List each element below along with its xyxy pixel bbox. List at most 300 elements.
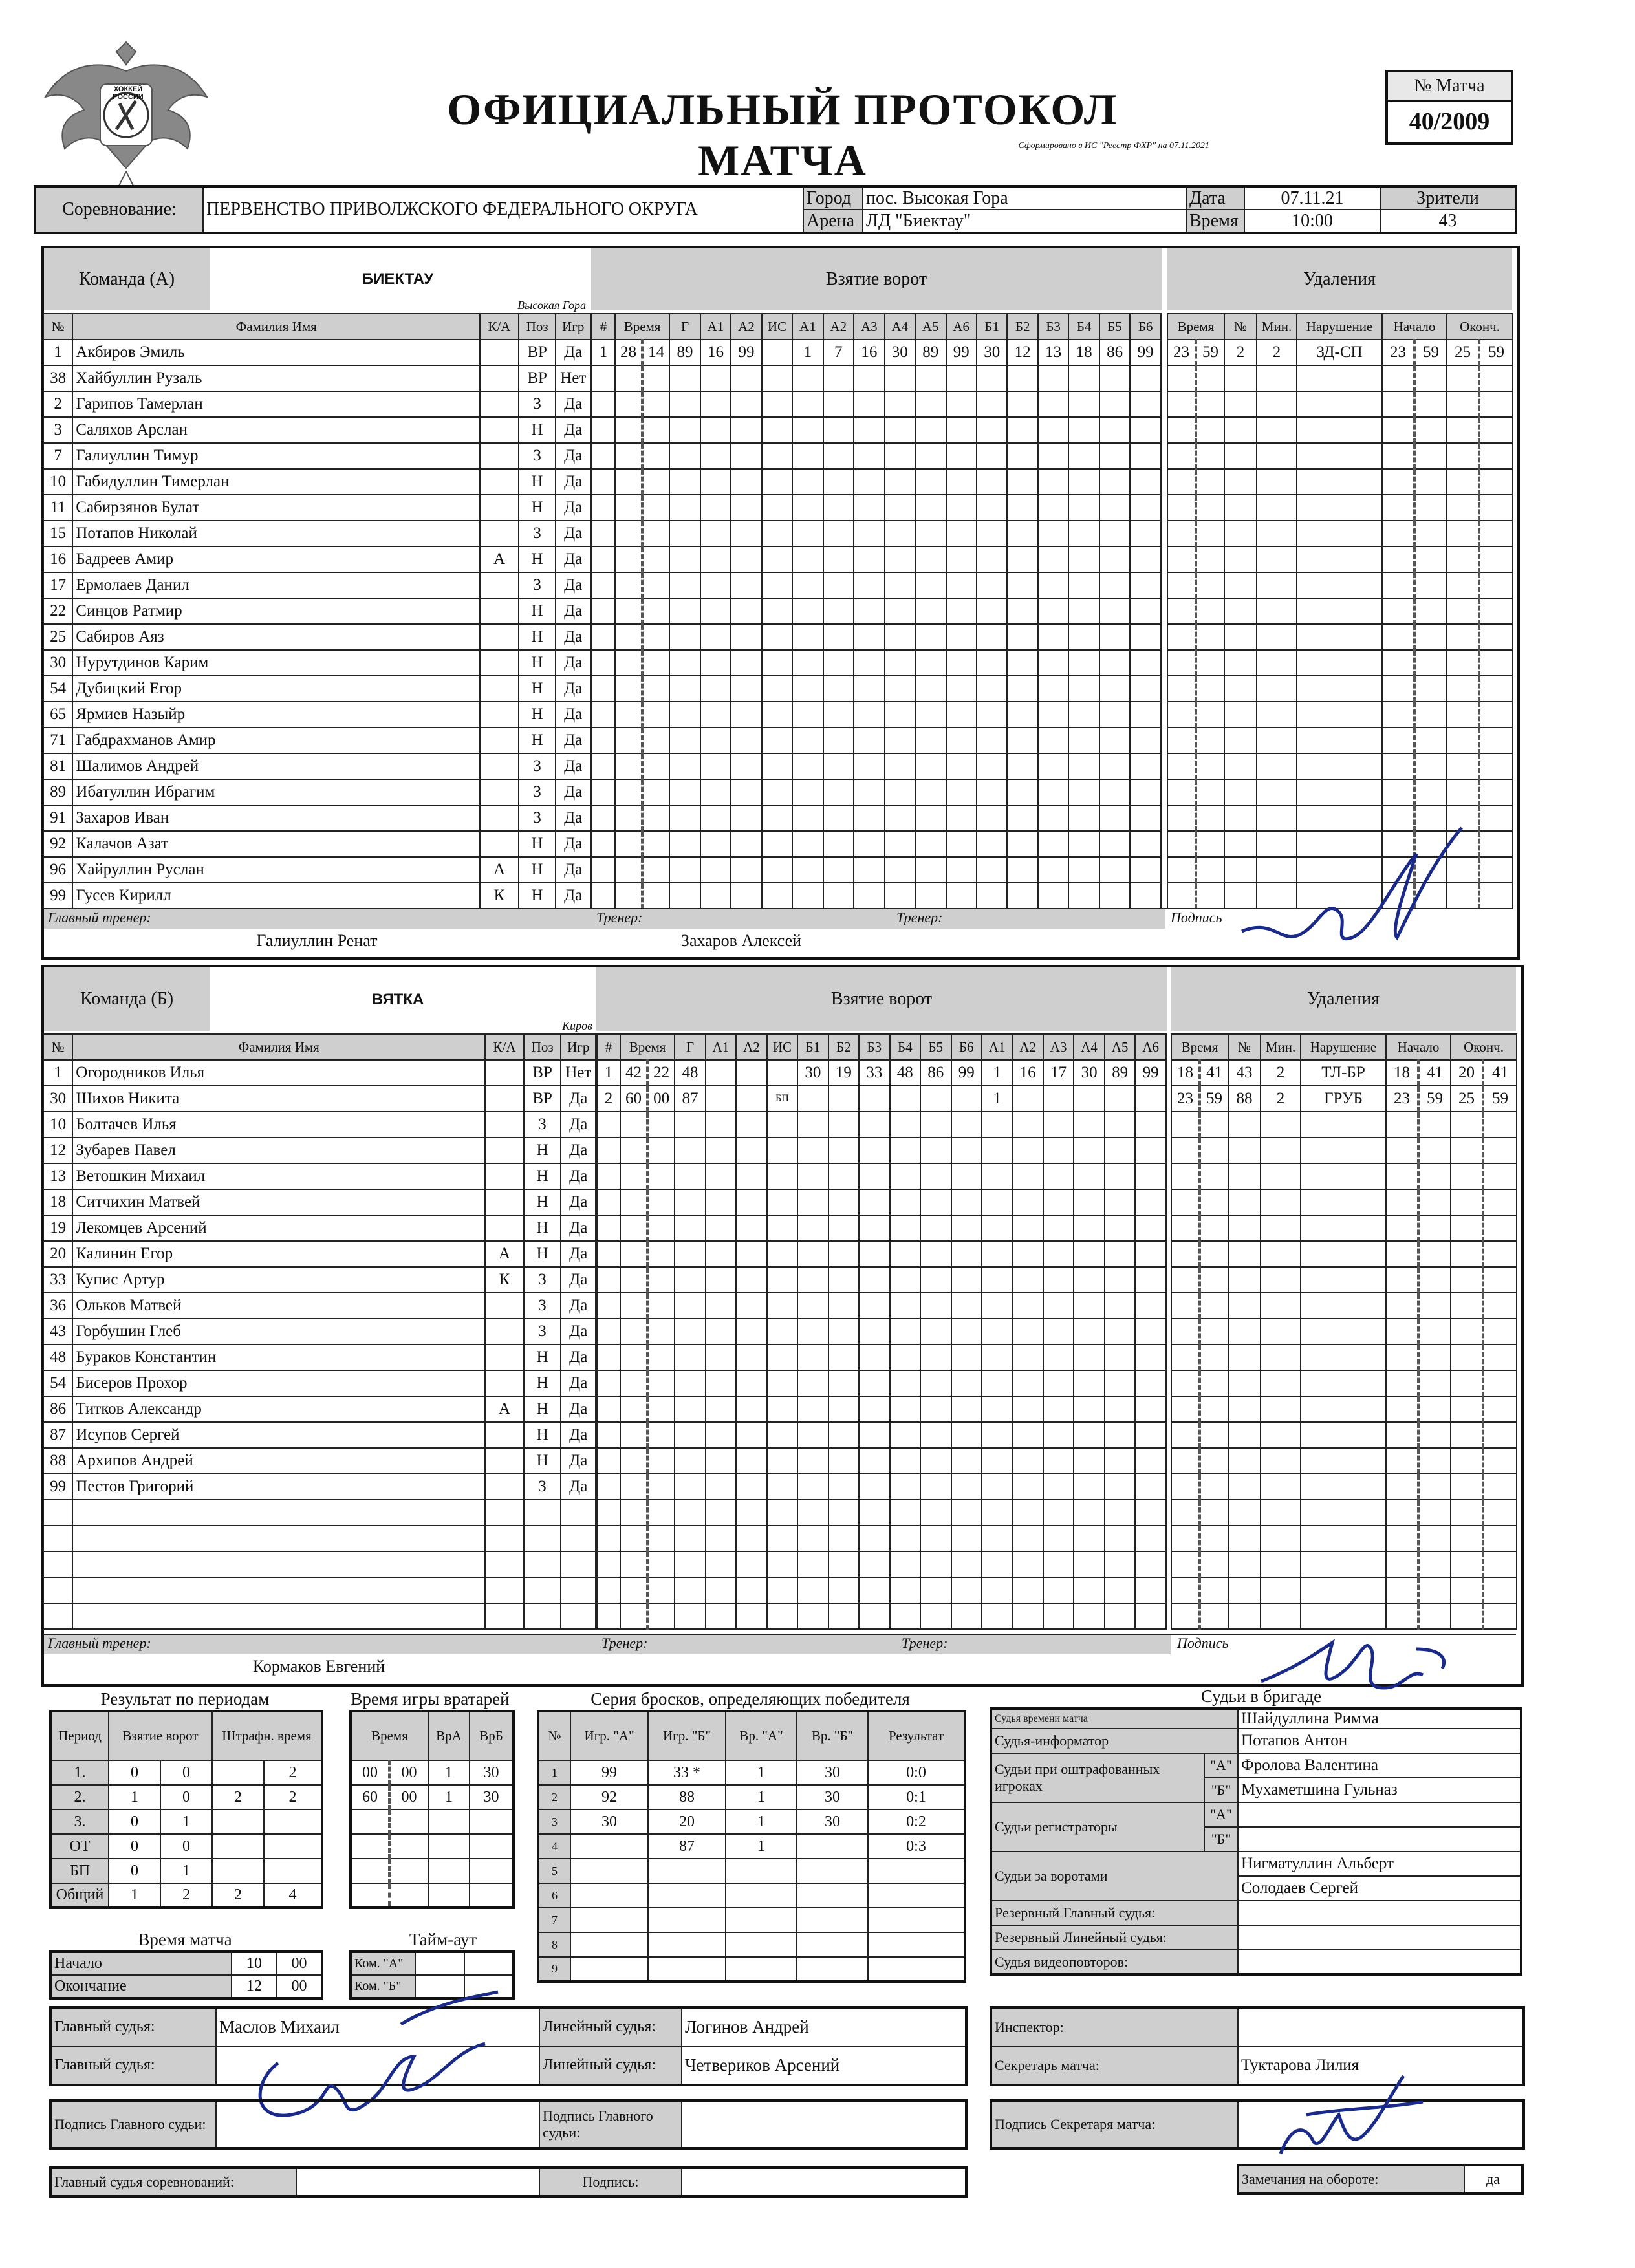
penalty-start-min <box>1382 391 1414 417</box>
penalty-time-min <box>1171 1189 1200 1215</box>
player-ka: А <box>480 857 519 883</box>
goal-on-ice <box>890 1370 920 1396</box>
goal-on-ice-opp <box>1074 1267 1104 1293</box>
goal-on-ice-opp <box>1074 1551 1104 1577</box>
goal-scorer <box>669 650 700 676</box>
goal-index <box>597 1551 620 1577</box>
penalty-minutes <box>1261 1526 1301 1551</box>
goal-on-ice-opp <box>977 495 1007 521</box>
player-ka <box>480 753 519 779</box>
goal-on-ice-opp <box>1135 1370 1166 1396</box>
goal-on-ice <box>920 1112 951 1138</box>
player-name: Калачов Азат <box>72 831 480 857</box>
goal-col-header: Г <box>669 314 700 340</box>
roster-row <box>43 1370 596 1396</box>
col-play: Игр <box>561 1034 596 1060</box>
team-a-goals-title: Взятие ворот <box>591 248 1162 310</box>
goal-on-ice <box>859 1112 889 1138</box>
player-play: Да <box>556 469 590 495</box>
goal-on-ice-opp <box>982 1267 1012 1293</box>
goal-index: 2 <box>597 1086 620 1112</box>
goal-on-ice <box>854 650 884 676</box>
goal-on-ice-opp <box>977 391 1007 417</box>
goal-on-ice-opp <box>1105 1526 1135 1551</box>
goal-on-ice <box>859 1603 889 1629</box>
goal-time-sec <box>642 779 669 805</box>
penalty-end-sec <box>1483 1163 1517 1189</box>
goal-on-ice <box>854 598 884 624</box>
match-end-label: Окончание <box>50 1975 232 1998</box>
match-start-hour: 10 <box>232 1952 277 1975</box>
player-number: 16 <box>43 546 72 572</box>
player-number: 1 <box>43 1060 72 1086</box>
penalty-time-sec: 59 <box>1200 1086 1228 1112</box>
penalty-minutes <box>1261 1293 1301 1319</box>
secretary-label: Секретарь матча: <box>991 2046 1238 2085</box>
penalty-time-min <box>1171 1474 1200 1500</box>
goal-on-ice-opp <box>1038 650 1068 676</box>
goal-on-ice-opp <box>977 365 1007 391</box>
goal-on-ice <box>951 1577 982 1603</box>
goal-on-ice <box>951 1215 982 1241</box>
player-name: Купис Артур <box>72 1267 485 1293</box>
player-play: Да <box>556 495 590 521</box>
roster-row <box>43 728 590 753</box>
goal-index <box>592 753 615 779</box>
goal-on-ice <box>946 417 977 443</box>
goal-on-ice-opp <box>1135 1267 1166 1293</box>
goal-situation <box>762 702 792 728</box>
goal-on-ice <box>792 391 823 417</box>
player-name: Ольков Матвей <box>72 1293 485 1319</box>
goal-assist-1 <box>700 624 731 650</box>
goal-scorer <box>675 1267 705 1293</box>
penalty-start-min <box>1386 1448 1418 1474</box>
match-end-min: 00 <box>277 1975 322 1998</box>
goal-on-ice-opp <box>1007 417 1037 443</box>
goal-on-ice <box>915 598 946 624</box>
goal-assist-1 <box>706 1370 736 1396</box>
shootout-row <box>538 1883 965 1908</box>
goal-on-ice <box>859 1241 889 1267</box>
goalie-b: 30 <box>470 1760 514 1785</box>
player-number: 17 <box>43 572 72 598</box>
goal-on-ice-opp <box>1007 546 1037 572</box>
team-a-signature-label: Подпись <box>1171 909 1222 925</box>
penalty-row <box>1167 365 1513 391</box>
goal-on-ice <box>828 1112 859 1138</box>
goal-on-ice <box>946 624 977 650</box>
penalty-offence: ТЛ-БР <box>1301 1060 1386 1086</box>
player-ka <box>480 521 519 546</box>
chief-referee-label: Главный судья соревнований: <box>50 2168 296 2196</box>
penalty-row <box>1171 1345 1517 1370</box>
player-pos: З <box>519 805 556 831</box>
penalty-time-min <box>1167 598 1196 624</box>
goal-on-ice <box>828 1345 859 1370</box>
penalty-player <box>1228 1345 1261 1370</box>
player-play: Да <box>556 650 590 676</box>
goal-assist-2 <box>736 1422 766 1448</box>
penalty-end-min <box>1447 728 1479 753</box>
penalty-start-min: 23 <box>1382 340 1414 365</box>
goal-assist-2 <box>736 1086 766 1112</box>
goal-col-header: Б4 <box>1068 314 1099 340</box>
goal-time-min <box>615 495 642 521</box>
roster-row <box>43 1551 596 1577</box>
penalty-time-min <box>1167 546 1196 572</box>
goal-on-ice <box>951 1422 982 1448</box>
penalty-end-sec <box>1483 1396 1517 1422</box>
goal-on-ice <box>920 1551 951 1577</box>
goalie-time-row <box>351 1760 514 1785</box>
penalty-offence <box>1301 1345 1386 1370</box>
shootout-player-a <box>570 1859 648 1883</box>
penalty-time-sec <box>1196 572 1224 598</box>
penalty-player <box>1228 1241 1261 1267</box>
goal-row <box>597 1526 1166 1551</box>
goal-time-sec <box>642 728 669 753</box>
player-play: Да <box>556 676 590 702</box>
goal-assist-1 <box>700 883 731 909</box>
goal-on-ice <box>792 753 823 779</box>
goal-time-min <box>620 1396 647 1422</box>
penalty-row <box>1171 1422 1517 1448</box>
referee2-sign-label: Подпись Главного судьи: <box>539 2101 682 2148</box>
goal-on-ice <box>920 1189 951 1215</box>
player-ka <box>480 572 519 598</box>
penalty-row <box>1171 1526 1517 1551</box>
goal-time-sec <box>647 1241 675 1267</box>
goal-on-ice-opp <box>1043 1448 1074 1474</box>
goal-on-ice-opp <box>1038 805 1068 831</box>
goal-time-sec <box>642 521 669 546</box>
generated-note: Сформировано в ИС "Реестр ФХР" на 07.11.2021 <box>1018 141 1209 151</box>
goal-on-ice <box>885 779 915 805</box>
goal-on-ice-opp <box>1105 1603 1135 1629</box>
goal-on-ice <box>915 521 946 546</box>
goal-on-ice-opp <box>1130 702 1161 728</box>
shootout-player-a <box>570 1908 648 1932</box>
goal-on-ice <box>828 1293 859 1319</box>
shootout-player-a <box>570 1932 648 1957</box>
penalty-offence <box>1297 624 1382 650</box>
goal-on-ice-opp <box>1012 1163 1043 1189</box>
goal-on-ice <box>797 1112 828 1138</box>
shootout-player-a <box>570 1883 648 1908</box>
goal-on-ice-opp <box>1012 1293 1043 1319</box>
goal-on-ice-opp <box>1038 546 1068 572</box>
goal-index <box>597 1215 620 1241</box>
goal-assist-1 <box>706 1448 736 1474</box>
penalty-start-min <box>1386 1241 1418 1267</box>
goal-index <box>592 495 615 521</box>
penalty-end-sec <box>1483 1319 1517 1345</box>
period-label: БП <box>50 1859 109 1883</box>
goal-scorer <box>669 598 700 624</box>
goal-situation <box>767 1396 797 1422</box>
player-name: Титков Александр <box>72 1396 485 1422</box>
goal-on-ice <box>915 779 946 805</box>
goal-on-ice <box>885 753 915 779</box>
player-name: Гарипов Тамерлан <box>72 391 480 417</box>
goal-time-min <box>620 1163 647 1189</box>
goal-assist-1 <box>706 1396 736 1422</box>
goal-scorer <box>675 1474 705 1500</box>
goal-time-min <box>620 1319 647 1345</box>
goal-on-ice-opp <box>1038 753 1068 779</box>
player-pos: Н <box>524 1241 561 1267</box>
goal-scorer <box>669 753 700 779</box>
player-number: 13 <box>43 1163 72 1189</box>
penalty-end-sec <box>1483 1267 1517 1293</box>
player-number: 22 <box>43 598 72 624</box>
shootout-player-a <box>570 1834 648 1859</box>
goal-col-header: А4 <box>885 314 915 340</box>
goal-on-ice <box>792 469 823 495</box>
goal-assist-2 <box>731 753 761 779</box>
player-number: 12 <box>43 1138 72 1163</box>
shootout-col-header: Вр. "Б" <box>797 1711 868 1760</box>
penalty-start-min <box>1382 469 1414 495</box>
goal-on-ice <box>792 857 823 883</box>
goal-on-ice-opp <box>1068 831 1099 857</box>
goal-col-header: А3 <box>854 314 884 340</box>
goal-assist-1 <box>706 1500 736 1526</box>
player-play: Да <box>561 1293 596 1319</box>
penalty-time-min <box>1167 443 1196 469</box>
goal-row <box>597 1474 1166 1500</box>
penalty-player <box>1228 1112 1261 1138</box>
goal-row <box>597 1551 1166 1577</box>
penalty-player <box>1228 1267 1261 1293</box>
goal-on-ice <box>946 702 977 728</box>
penalty-row <box>1167 391 1513 417</box>
player-play: Да <box>561 1345 596 1370</box>
goal-on-ice <box>797 1551 828 1577</box>
goal-situation <box>767 1189 797 1215</box>
goal-on-ice <box>885 857 915 883</box>
penalty-col-header: Начало <box>1386 1034 1451 1060</box>
goal-assist-1 <box>700 753 731 779</box>
goal-on-ice <box>890 1163 920 1189</box>
goal-time-sec <box>647 1448 675 1474</box>
penalty-minutes <box>1261 1500 1301 1526</box>
goal-on-ice <box>854 572 884 598</box>
goal-on-ice <box>915 546 946 572</box>
player-pos: Н <box>519 702 556 728</box>
goal-scorer <box>675 1526 705 1551</box>
goal-on-ice-opp <box>1135 1189 1166 1215</box>
penalty-end-min <box>1451 1241 1483 1267</box>
penalty-offence <box>1301 1551 1386 1577</box>
player-name <box>72 1551 485 1577</box>
penalty-player <box>1228 1163 1261 1189</box>
goal-assist-1 <box>700 805 731 831</box>
roster-row <box>43 1500 596 1526</box>
penalty-start-sec <box>1418 1319 1451 1345</box>
goal-row <box>597 1448 1166 1474</box>
penalty-end-min <box>1447 676 1479 702</box>
player-pos <box>524 1603 561 1629</box>
goal-time-min <box>615 805 642 831</box>
penalty-time-sec <box>1196 391 1224 417</box>
goal-on-ice <box>890 1189 920 1215</box>
reserve-linesman-label: Резервный Линейный судья: <box>991 1925 1238 1950</box>
goal-on-ice-opp <box>982 1500 1012 1526</box>
goal-on-ice <box>885 702 915 728</box>
player-pos: Н <box>519 650 556 676</box>
match-end-hour: 12 <box>232 1975 277 1998</box>
goal-scorer <box>675 1551 705 1577</box>
goal-on-ice-opp <box>1105 1163 1135 1189</box>
goal-assist-1 <box>700 521 731 546</box>
player-ka <box>480 469 519 495</box>
goal-on-ice-opp <box>982 1293 1012 1319</box>
goalie-time-row <box>351 1883 514 1908</box>
goalie-a: 1 <box>428 1785 470 1809</box>
goal-on-ice-opp <box>977 805 1007 831</box>
goal-on-ice-opp <box>1074 1112 1104 1138</box>
roster-row <box>43 1577 596 1603</box>
penalty-time-sec <box>1196 495 1224 521</box>
goal-assist-2 <box>736 1138 766 1163</box>
player-number: 99 <box>43 1474 72 1500</box>
goal-on-ice-opp <box>977 702 1007 728</box>
goal-on-ice-opp <box>1038 779 1068 805</box>
goal-on-ice <box>823 857 854 883</box>
goal-on-ice-opp <box>1068 753 1099 779</box>
goal-on-ice-opp <box>1068 417 1099 443</box>
goal-time-sec <box>647 1422 675 1448</box>
goal-on-ice-opp <box>1012 1319 1043 1345</box>
penalty-start-sec <box>1418 1577 1451 1603</box>
goal-on-ice <box>946 857 977 883</box>
goal-col-header: Б5 <box>920 1034 951 1060</box>
goal-assist-2 <box>731 702 761 728</box>
goal-on-ice-opp <box>1105 1319 1135 1345</box>
period-pim-b: 4 <box>264 1883 322 1908</box>
goal-on-ice <box>797 1526 828 1551</box>
roster-row <box>43 624 590 650</box>
goal-on-ice <box>823 624 854 650</box>
shootout-goalie-b <box>797 1859 868 1883</box>
player-number: 7 <box>43 443 72 469</box>
goal-scorer <box>669 831 700 857</box>
match-start-label: Начало <box>50 1952 232 1975</box>
player-pos: Н <box>524 1448 561 1474</box>
goal-on-ice-opp <box>1043 1370 1074 1396</box>
player-number: 99 <box>43 883 72 909</box>
goal-on-ice-opp <box>1012 1422 1043 1448</box>
player-pos: Н <box>519 728 556 753</box>
shootout-result <box>868 1908 965 1932</box>
player-play: Да <box>556 883 590 909</box>
period-label: ОТ <box>50 1834 109 1859</box>
goal-situation <box>767 1448 797 1474</box>
player-name: Шалимов Андрей <box>72 753 480 779</box>
team-b-coach-label: Тренер: <box>598 1635 899 1654</box>
goal-on-ice-opp: 30 <box>977 340 1007 365</box>
penalty-end-sec <box>1483 1189 1517 1215</box>
team-b-city: Киров <box>562 1019 592 1032</box>
goal-col-header: Время <box>615 314 669 340</box>
penalty-player <box>1228 1500 1261 1526</box>
fhr-logo <box>39 39 213 194</box>
goal-on-ice-opp <box>1130 805 1161 831</box>
goal-on-ice <box>823 417 854 443</box>
shootout-row <box>538 1859 965 1883</box>
player-pos: З <box>519 753 556 779</box>
shootout-table <box>537 1710 966 1983</box>
roster-row <box>43 676 590 702</box>
goal-on-ice <box>859 1267 889 1293</box>
goal-assist-2 <box>736 1551 766 1577</box>
goal-assist-2 <box>736 1112 766 1138</box>
player-name: Зубарев Павел <box>72 1138 485 1163</box>
shootout-index: 7 <box>538 1908 570 1932</box>
goal-on-ice <box>951 1189 982 1215</box>
shootout-col-header: Вр. "А" <box>726 1711 797 1760</box>
timekeeper-label: Судья времени матча <box>991 1709 1238 1729</box>
goal-assist-2 <box>736 1603 766 1629</box>
penalty-time-min <box>1167 857 1196 883</box>
goal-on-ice-opp <box>1043 1189 1074 1215</box>
penalty-start-min <box>1386 1319 1418 1345</box>
goal-on-ice-opp <box>1038 417 1068 443</box>
goal-on-ice <box>946 469 977 495</box>
goal-time-min <box>615 469 642 495</box>
goal-on-ice-opp <box>1105 1577 1135 1603</box>
player-ka <box>480 831 519 857</box>
player-play: Да <box>561 1319 596 1345</box>
penalty-offence <box>1297 598 1382 624</box>
goalie-time-min <box>351 1883 389 1908</box>
goal-on-ice-opp <box>1038 857 1068 883</box>
penalty-time-min <box>1167 728 1196 753</box>
penalty-start-sec <box>1414 779 1447 805</box>
shootout-result: 0:0 <box>868 1760 965 1785</box>
goal-time-min <box>615 883 642 909</box>
penalty-end-sec <box>1483 1138 1517 1163</box>
penalty-start-min <box>1386 1474 1418 1500</box>
goal-on-ice <box>946 521 977 546</box>
team-b-label: Команда (Б) <box>44 967 210 1031</box>
goal-assist-2: 99 <box>731 340 761 365</box>
goal-situation <box>767 1526 797 1551</box>
goal-row <box>597 1345 1166 1370</box>
penalty-offence <box>1297 702 1382 728</box>
arena-value: ЛД "Биектау" <box>863 210 1186 233</box>
goal-scorer <box>669 702 700 728</box>
penalty-row <box>1171 1086 1517 1112</box>
goal-on-ice-opp <box>982 1241 1012 1267</box>
penalty-time-min <box>1171 1396 1200 1422</box>
scorer-b-label: "Б" <box>1204 1827 1238 1852</box>
penalty-time-min <box>1167 702 1196 728</box>
goal-on-ice <box>828 1267 859 1293</box>
goal-index <box>592 391 615 417</box>
timekeeper-name: Шайдуллина Римма <box>1238 1709 1521 1729</box>
goal-on-ice <box>920 1345 951 1370</box>
player-pos: Н <box>519 546 556 572</box>
goal-on-ice-opp <box>1105 1293 1135 1319</box>
penalty-minutes <box>1257 365 1297 391</box>
goal-on-ice <box>792 676 823 702</box>
penalty-time-min <box>1167 753 1196 779</box>
goal-situation <box>767 1319 797 1345</box>
goal-on-ice-opp <box>1135 1448 1166 1474</box>
